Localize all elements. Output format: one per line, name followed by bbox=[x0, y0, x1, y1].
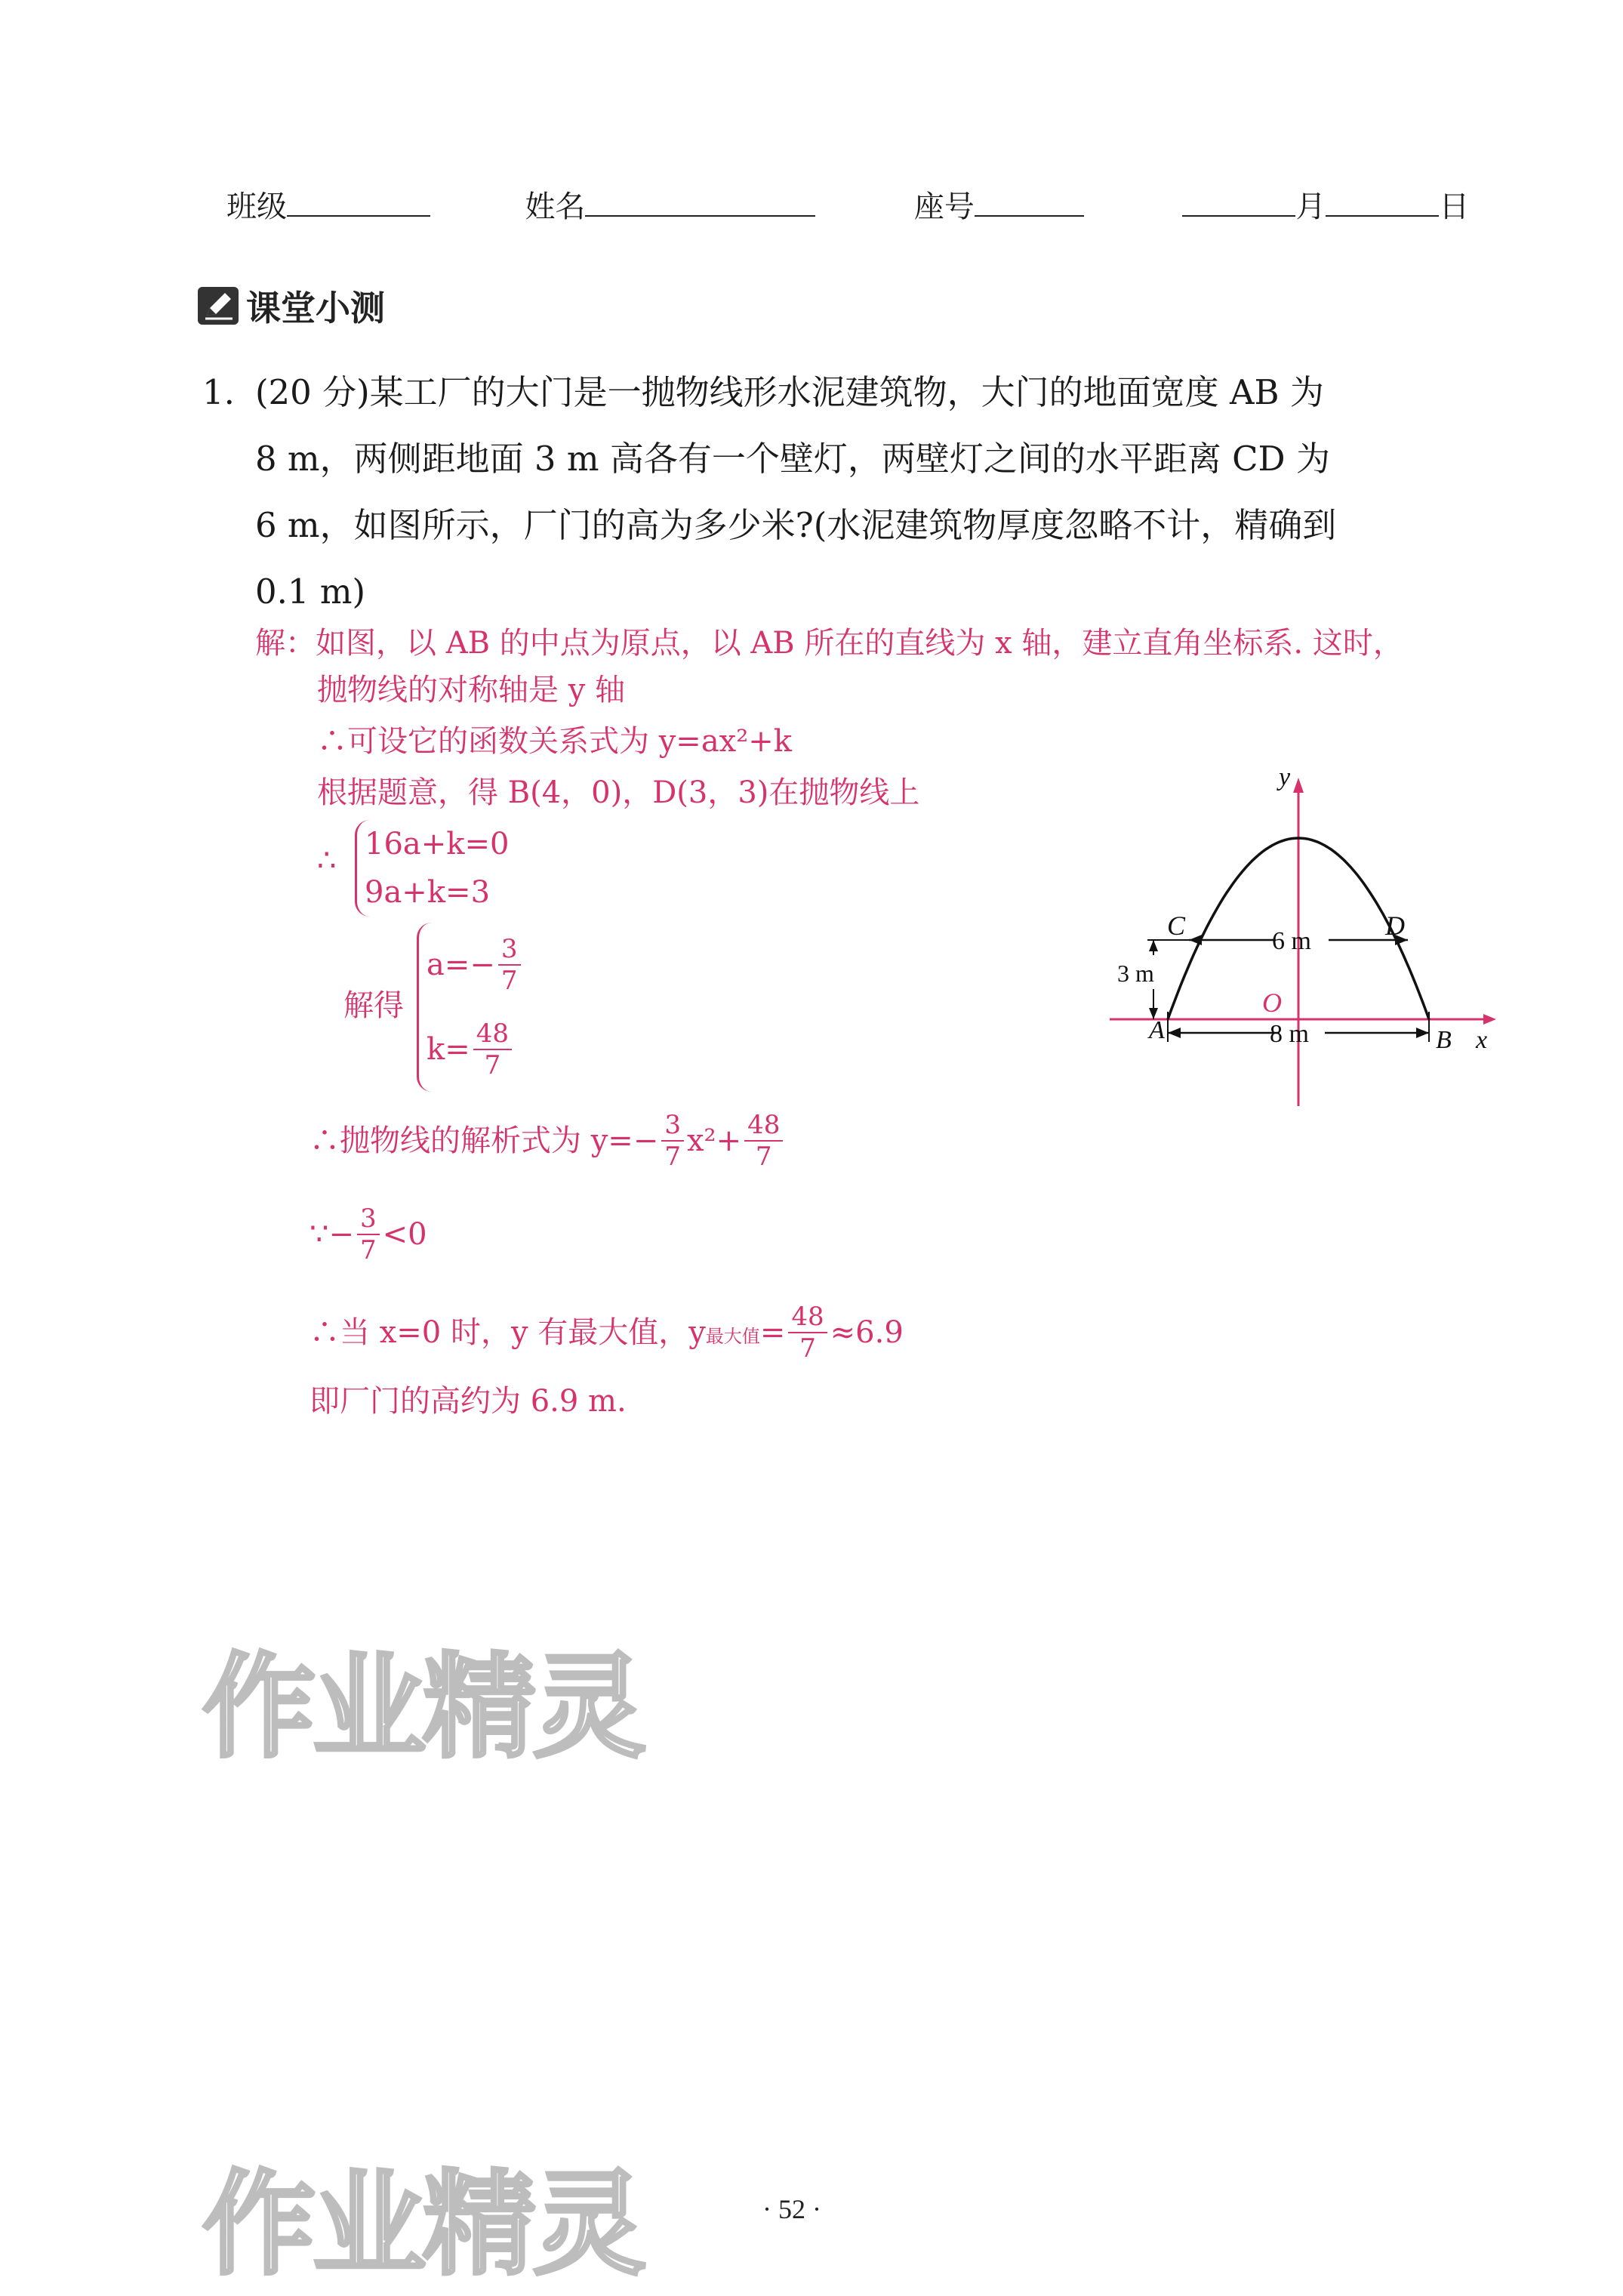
origin-label: O bbox=[1262, 988, 1282, 1018]
cd-length-label: 6 m bbox=[1272, 927, 1311, 955]
a-value: a=− $\frac{3}{7}$ bbox=[427, 923, 524, 1007]
pencil-icon bbox=[198, 287, 239, 325]
equation-system bbox=[355, 820, 509, 917]
header-row bbox=[226, 186, 1469, 228]
solution-line-4: 根据题意，得 B(4，0)，D(3，3)在抛物线上 bbox=[317, 775, 920, 810]
name-blank[interactable] bbox=[585, 209, 815, 217]
k-fraction: $\frac{48}{7}$ bbox=[473, 1019, 512, 1080]
day-label: 日 bbox=[1439, 190, 1470, 224]
day-blank[interactable] bbox=[1326, 209, 1439, 217]
point-b-label: B bbox=[1436, 1026, 1452, 1054]
cd-arrow-left bbox=[1189, 935, 1202, 945]
name-label: 姓名 bbox=[525, 190, 586, 224]
month-blank[interactable] bbox=[1182, 209, 1295, 217]
y-axis-arrow bbox=[1293, 778, 1304, 793]
question-line-3: 6 m，如图所示，厂门的高为多少米?(水泥建筑物厚度忽略不计，精确到 bbox=[255, 505, 1337, 545]
equation-1: 16a+k=0 bbox=[365, 827, 510, 861]
y-axis-label: y bbox=[1279, 763, 1291, 791]
height-arrow-top bbox=[1149, 940, 1158, 951]
solution-line-2: 抛物线的对称轴是 y 轴 bbox=[317, 673, 626, 707]
ab-length-label: 8 m bbox=[1270, 1020, 1309, 1048]
section-title bbox=[198, 281, 385, 331]
question-number: 1. bbox=[202, 372, 235, 412]
parabola-expression: ∴抛物线的解析式为 y=− $\frac{3}{7}$ x²+ $\frac{48}{7}$ bbox=[310, 1110, 786, 1172]
section-title-text: 课堂小测 bbox=[246, 288, 385, 328]
therefore-symbol: ∴ bbox=[317, 843, 337, 878]
equation-2: 9a+k=3 bbox=[365, 875, 491, 910]
ab-arrow-right bbox=[1416, 1028, 1429, 1038]
question-line-1: (20 分)某工厂的大门是一抛物线形水泥建筑物，大门的地面宽度 AB 为 bbox=[255, 372, 1324, 412]
class-label: 班级 bbox=[226, 190, 287, 224]
question-line-2: 8 m，两侧距地面 3 m 高各有一个壁灯，两壁灯之间的水平距离 CD 为 bbox=[255, 439, 1330, 479]
a-fraction: $\frac{3}{7}$ bbox=[498, 934, 521, 996]
point-a-label: A bbox=[1149, 1016, 1165, 1044]
seat-label: 座号 bbox=[913, 190, 975, 224]
max-value-line: ∴当 x=0 时，y 有最大值，y 最大值 = $\frac{48}{7}$ ≈6.9 bbox=[310, 1302, 904, 1364]
final-answer: 即厂门的高约为 6.9 m. bbox=[310, 1384, 627, 1419]
parabola-figure bbox=[1095, 763, 1502, 1117]
page-number: · 52 · bbox=[762, 2194, 821, 2224]
question-line-4: 0.1 m) bbox=[255, 572, 366, 612]
because-line: ∵− $\frac{3}{7}$ <0 bbox=[310, 1203, 427, 1265]
seat-blank[interactable] bbox=[975, 209, 1084, 217]
height-label: 3 m bbox=[1117, 960, 1154, 987]
watermark-bottom: 作业精灵 bbox=[202, 2159, 644, 2291]
watermark-top: 作业精灵 bbox=[202, 1642, 644, 1774]
month-label: 月 bbox=[1295, 190, 1326, 224]
ab-arrow-left bbox=[1168, 1028, 1181, 1038]
solution-line-3: ∴可设它的函数关系式为 y=ax²+k bbox=[317, 724, 793, 759]
x-axis-label: x bbox=[1476, 1026, 1488, 1054]
class-blank[interactable] bbox=[287, 209, 430, 217]
solution-system bbox=[417, 923, 524, 1092]
x-axis-arrow bbox=[1483, 1014, 1496, 1025]
solve-label: 解得 bbox=[343, 988, 404, 1023]
point-c-label: C bbox=[1167, 911, 1186, 941]
k-value: k= $\frac{48}{7}$ bbox=[427, 1007, 524, 1092]
point-d-label: D bbox=[1385, 911, 1405, 941]
solution-line-1: 解：如图，以 AB 的中点为原点，以 AB 所在的直线为 x 轴，建立直角坐标系. 这时， bbox=[255, 626, 1403, 661]
